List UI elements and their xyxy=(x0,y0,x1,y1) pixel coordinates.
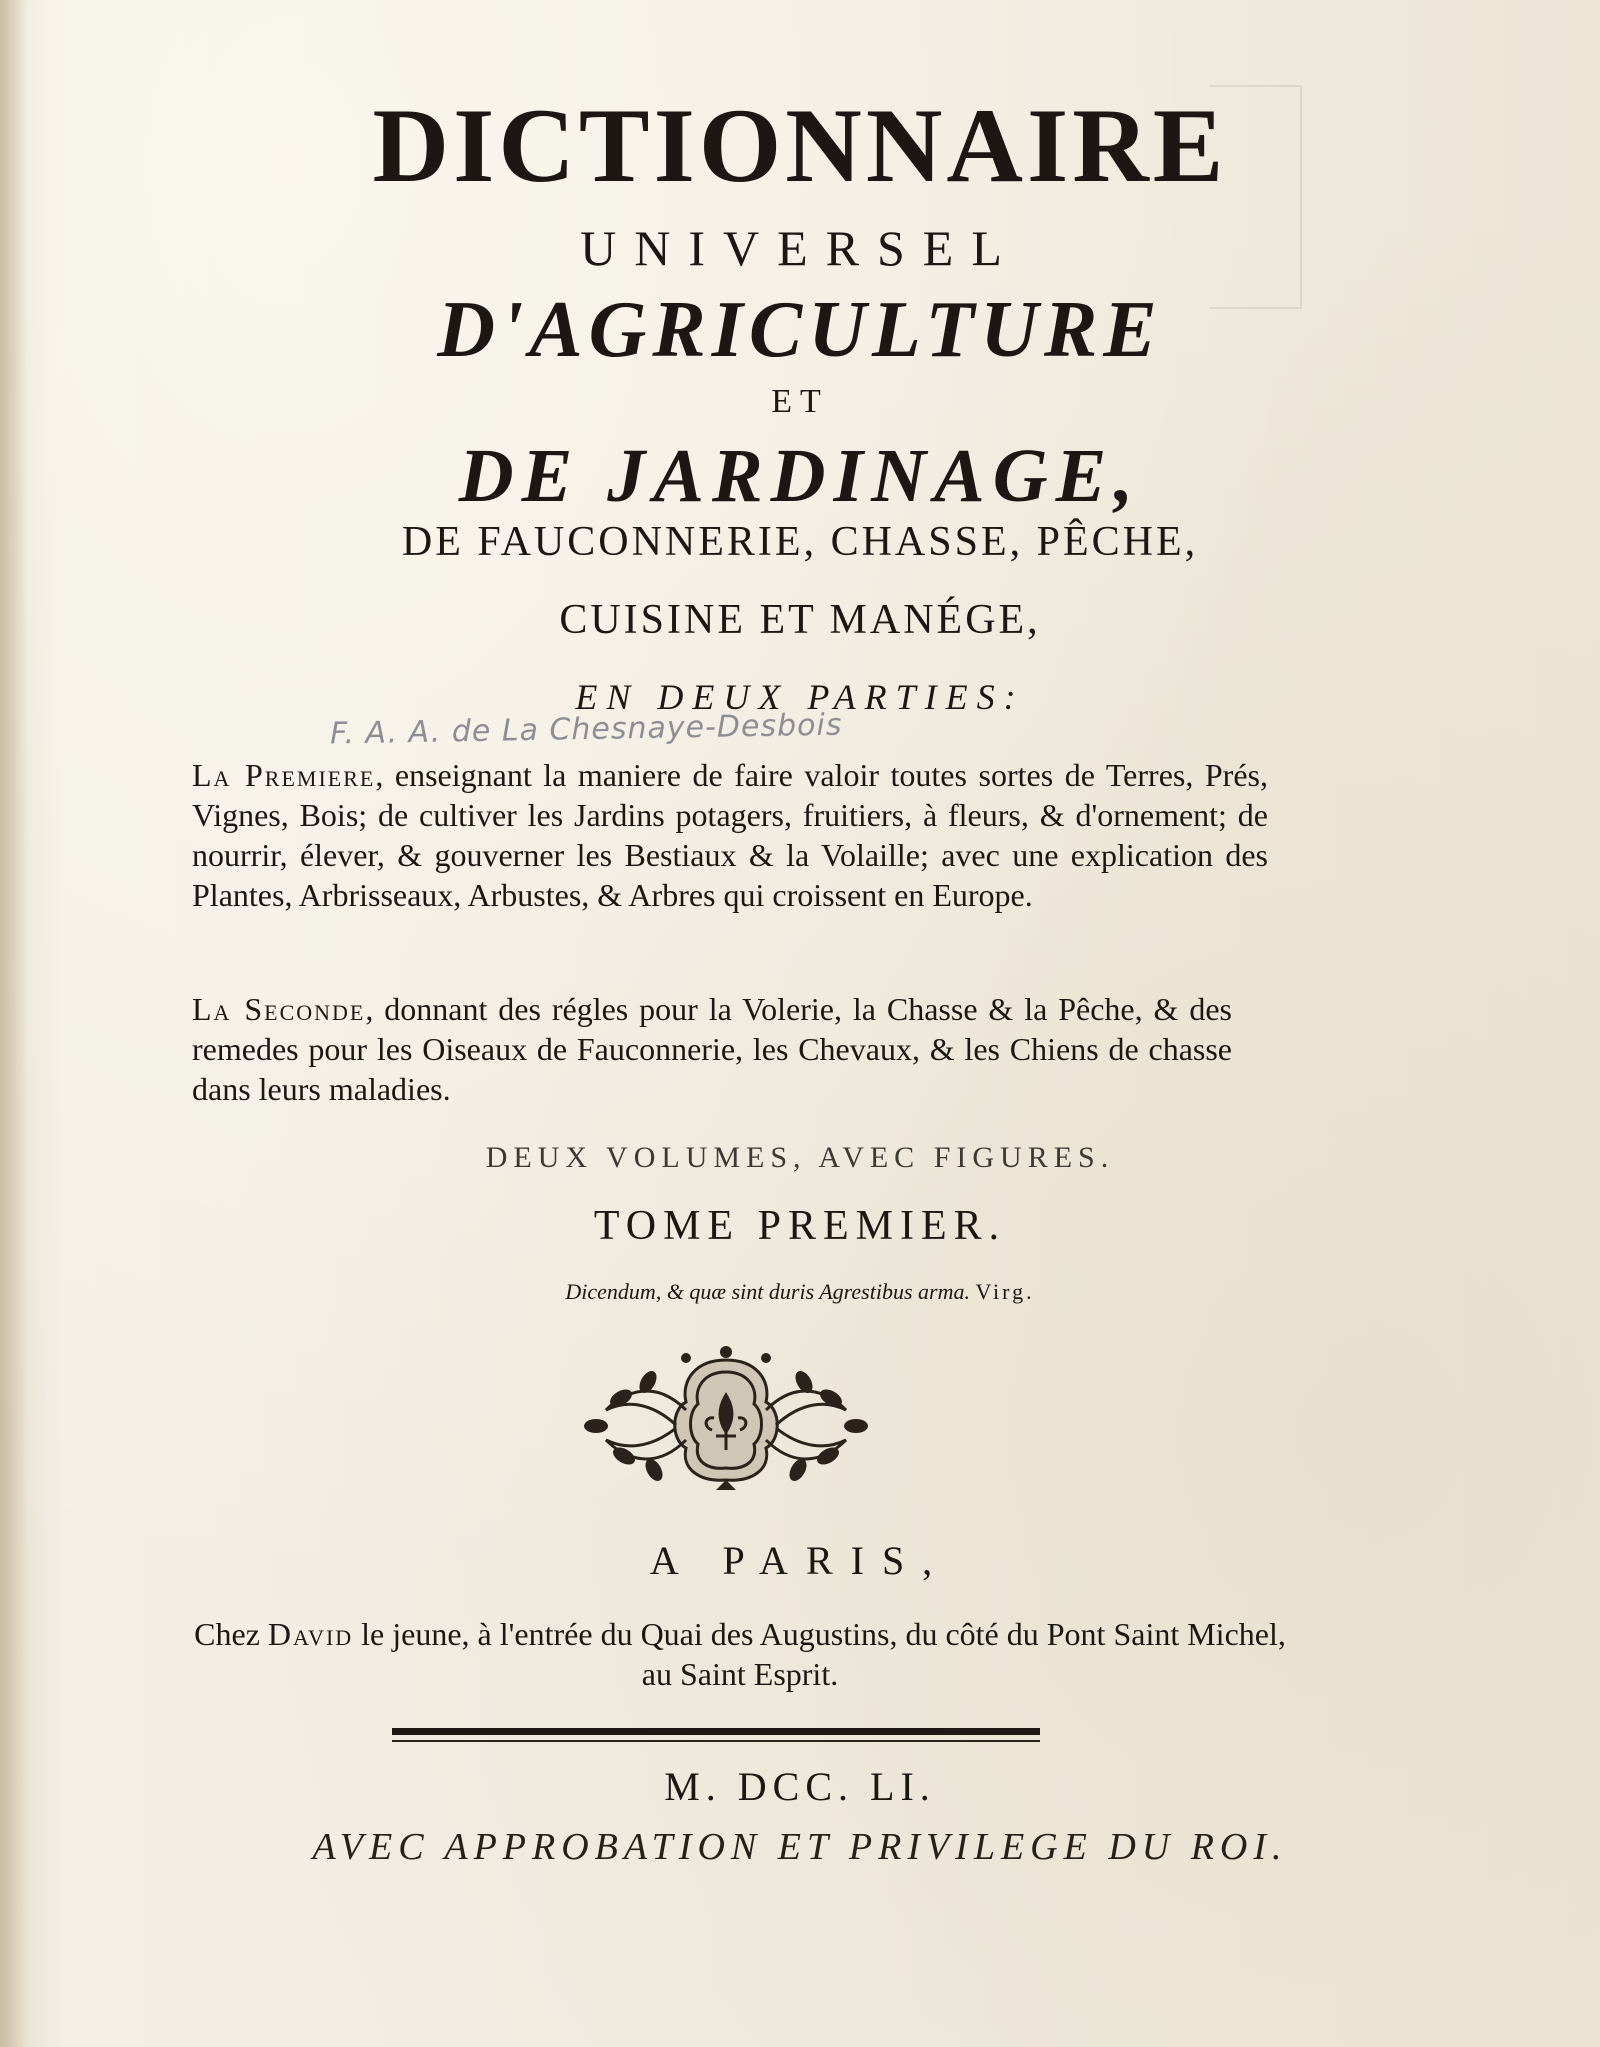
premiere-label: La Premiere xyxy=(192,757,376,793)
fleur-de-lis-cartouche-icon xyxy=(566,1340,886,1500)
city-line: A PARIS, xyxy=(649,1538,951,1583)
epigraph-text: Dicendum, & quæ sint duris Agrestibus arma. xyxy=(565,1279,970,1304)
approbation-line: AVEC APPROBATION ET PRIVILEGE DU ROI. xyxy=(312,1826,1288,1868)
book-title: DICTIONNAIRE xyxy=(372,87,1228,204)
publisher-address-text: le jeune, à l'entrée du Quai des Augustins, du côté du Pont Saint Michel, au Saint Esprit. xyxy=(361,1616,1286,1692)
subtitle-jardinage: DE JARDINAGE, xyxy=(458,434,1142,518)
line-fauconnerie: DE FAUCONNERIE, CHASSE, PÊCHE, xyxy=(401,519,1199,565)
premiere-text: , enseignant la maniere de faire valoir toutes sortes de Terres, Prés, Vignes, Bois; de cultiver les Jardins potagers, fruitiers, à fleurs, & d'ornement; de nourrir, élever, & gouverner les Bestiaux & la Volaille; avec une explication des Plantes, Arbrisseaux, Arbustes, & Arbres qui croissent en Europe. xyxy=(192,757,1268,913)
publisher-address xyxy=(180,1614,1300,1694)
seconde-text: , donnant des régles pour la Volerie, la Chasse & la Pêche, & des remedes pour les Oiseaux de Fauconnerie, les Chevaux, & les Chiens de chasse dans leurs maladies. xyxy=(192,991,1232,1107)
double-rule-thin xyxy=(392,1740,1040,1742)
subtitle-universel: UNIVERSEL xyxy=(580,220,1020,276)
publication-year: M. DCC. LI. xyxy=(664,1764,936,1809)
premiere-paragraph xyxy=(192,755,1268,915)
tome-line: TOME PREMIER. xyxy=(593,1203,1007,1249)
pencil-annotation: F. A. A. de La Chesnaye-Desbois xyxy=(329,707,843,752)
volumes-line: DEUX VOLUMES, AVEC FIGURES. xyxy=(485,1141,1115,1174)
publisher-name: David xyxy=(267,1616,354,1652)
publisher-prefix: Chez xyxy=(194,1616,260,1652)
epigraph xyxy=(0,1276,1600,1308)
seconde-paragraph xyxy=(192,989,1232,1109)
line-parties: EN DEUX PARTIES: xyxy=(575,677,1025,717)
epigraph-source: Virg. xyxy=(975,1279,1035,1304)
seconde-label: La Seconde xyxy=(192,991,366,1027)
subtitle-agriculture: D'AGRICULTURE xyxy=(437,286,1163,374)
conjunction-et: ET xyxy=(771,383,829,420)
line-cuisine: CUISINE ET MANÉGE, xyxy=(559,597,1041,643)
double-rule-thick xyxy=(392,1728,1040,1735)
